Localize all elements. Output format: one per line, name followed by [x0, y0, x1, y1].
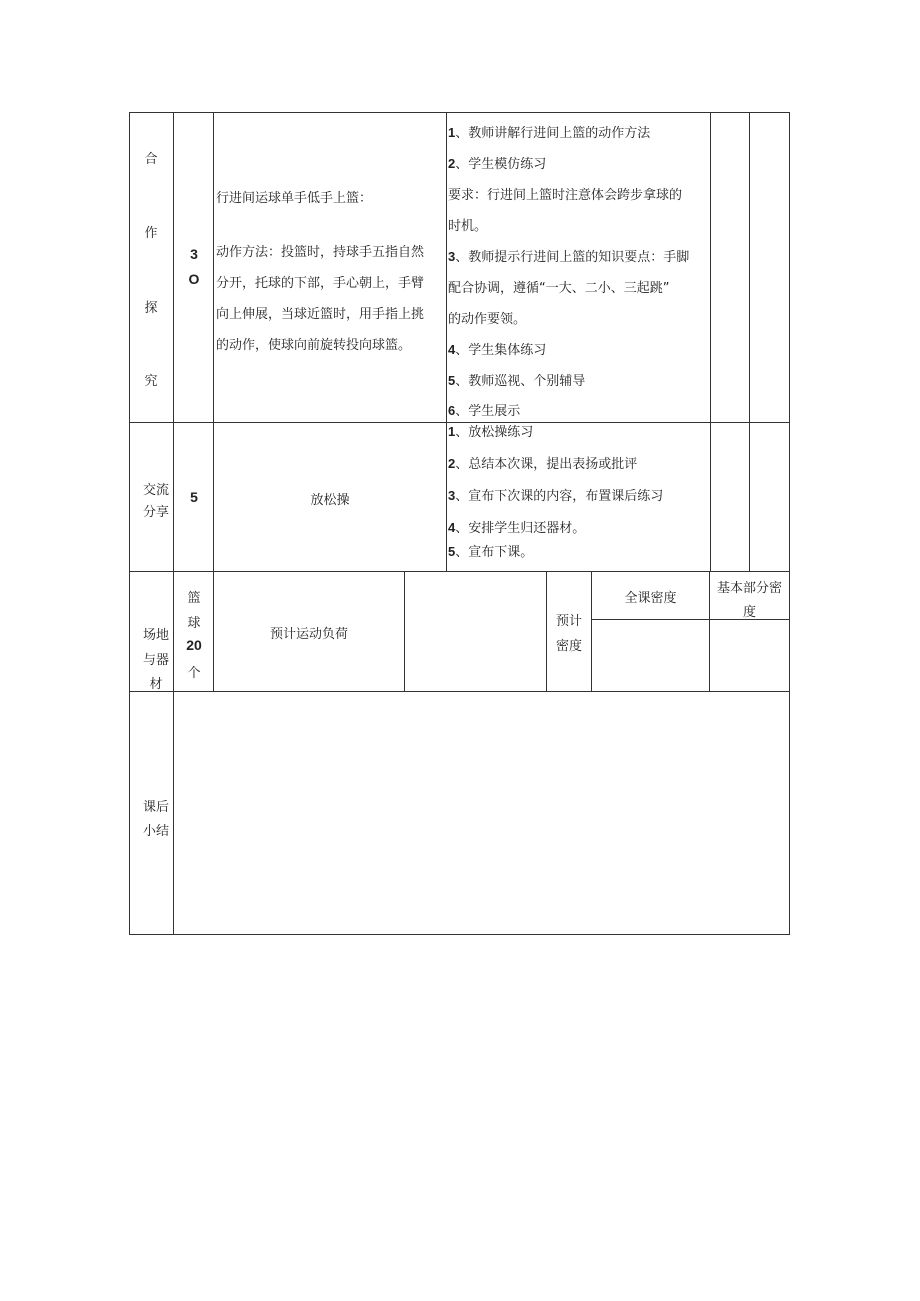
time-value: 5 [190, 489, 198, 505]
list-item: 的动作要领。 [448, 312, 527, 327]
content-line: 动作方法：投篮时，持球手五指自然 [216, 245, 425, 260]
full-density-label: 全课密度 [624, 591, 677, 606]
equipment-char: 篮 [187, 591, 201, 606]
section-label-line: 分享 [142, 505, 169, 520]
list-item: 5、宣布下课。 [448, 544, 534, 560]
col-divider-content [446, 112, 447, 571]
list-item: 3、宣布下次课的内容，布置课后练习 [448, 488, 664, 504]
equipment-count: 20 [186, 637, 202, 653]
table-border-right [789, 112, 790, 935]
content-line: 的动作，使球向前旋转投向球篮。 [216, 338, 412, 353]
section-label-char: 探 [144, 301, 158, 316]
col-divider-load-value [546, 571, 547, 691]
list-item: 5、教师巡视、个别辅导 [448, 373, 586, 389]
list-item: 6、学生展示 [448, 403, 521, 419]
equipment-char: 个 [187, 666, 201, 681]
load-label: 预计运动负荷 [269, 627, 348, 642]
col-divider-extra-2 [749, 112, 750, 571]
equipment-char: 球 [187, 616, 201, 631]
content-line: 分开，托球的下部，手心朝上，手臂 [216, 276, 425, 291]
list-item: 配合协调，遵循“一大、二小、三起跳” [448, 281, 670, 296]
list-item: 4、学生集体练习 [448, 342, 547, 358]
section-label-char: 究 [144, 374, 158, 389]
content-title: 行进间运球单手低手上篮： [216, 191, 373, 206]
list-item: 1、教师讲解行进间上篮的动作方法 [448, 125, 651, 141]
section-label-line: 交流 [142, 483, 169, 498]
basic-density-label: 度 [742, 605, 756, 620]
table-border-bottom [129, 934, 790, 935]
list-item: 时机。 [448, 219, 488, 234]
density-label: 密度 [555, 639, 582, 654]
content-line: 向上伸展，当球近篮时，用手指上挑 [216, 307, 425, 322]
col-divider-load [404, 571, 405, 691]
table-border-top [129, 112, 790, 113]
row-divider-2 [129, 571, 790, 572]
list-item: 要求：行进间上篮时注意体会跨步拿球的 [448, 188, 683, 203]
density-label: 预计 [555, 614, 582, 629]
time-value: O [188, 271, 200, 287]
summary-content [176, 700, 786, 930]
row-divider-3 [129, 691, 790, 692]
col-divider-time [213, 112, 214, 691]
content-title: 放松操 [310, 493, 350, 508]
list-item: 2、总结本次课，提出表扬或批评 [448, 456, 638, 472]
list-item: 4、安排学生归还器材。 [448, 520, 586, 536]
basic-density-label: 基本部分密 [716, 581, 782, 596]
list-item: 2、学生模仿练习 [448, 156, 547, 172]
section-label-line: 小结 [142, 824, 169, 839]
table-border-left [129, 112, 130, 935]
section-label-char: 合 [144, 152, 158, 167]
list-item: 1、放松操练习 [448, 424, 534, 440]
col-divider-extra-1 [710, 112, 711, 571]
section-label-char: 作 [144, 226, 158, 241]
section-label-line: 课后 [142, 800, 169, 815]
section-label-line: 材 [149, 677, 163, 692]
list-item: 3、教师提示行进间上篮的知识要点：手脚 [448, 249, 690, 265]
section-label-line: 场地 [142, 628, 169, 643]
section-label-line: 与器 [142, 653, 169, 668]
time-value: 3 [190, 246, 198, 262]
